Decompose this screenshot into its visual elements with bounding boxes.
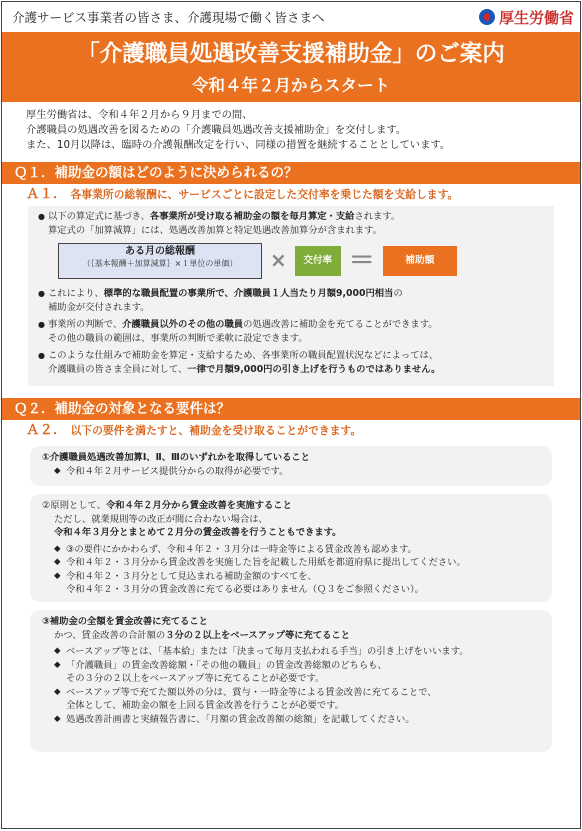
intro-line: 厚生労働省は、令和４年２月から９月までの間、 bbox=[26, 109, 253, 121]
requirement-text: かつ、賃金改善の合計額の bbox=[54, 629, 166, 641]
bullet-text: その他の職員の範囲は、事業所の判断で柔軟に設定できます。 bbox=[48, 332, 308, 344]
bullet-text: これにより、 bbox=[48, 288, 104, 299]
flyer-page bbox=[1, 1, 581, 829]
requirement-2-exception-emphasis: 令和４年３月分とまとめて２月分の賃金改善を行うこともできます。 bbox=[54, 527, 342, 538]
bullet-emphasis: 介護職員以外のその他の職員 bbox=[122, 319, 244, 330]
note-text: 令和４年２・３月分の賃金改善に充てる必要はありません（Ｑ３をご参照ください）。 bbox=[66, 584, 424, 595]
a1-label: Ａ１． bbox=[26, 186, 67, 202]
bullet-emphasis: 各事業所が受け取る補助金の額を毎月算定・支給 bbox=[149, 211, 355, 222]
bullet-text: 以下の算定式に基づき、 bbox=[48, 211, 150, 222]
bullet-calculation bbox=[38, 210, 544, 237]
note-text: 「介護職員」の賃金改善総額・「その他の職員」の賃金改善総額のどちらも、 bbox=[66, 659, 387, 671]
a1-text: 各事業所の総報酬に、サービスごとに設定した交付率を乗じた額を支給します。 bbox=[70, 188, 459, 201]
q2-heading: Ｑ２．補助金の対象となる要件は？ bbox=[2, 398, 580, 420]
note-text: 令和４年２・３月分として見込まれる補助金額のすべてを、 bbox=[66, 570, 317, 582]
requirement-1-title: ①介護職員処遇改善加算Ⅰ、Ⅱ、Ⅲのいずれかを取得していること bbox=[42, 452, 310, 463]
bullet-text: の bbox=[393, 288, 403, 299]
requirement-2-note bbox=[54, 570, 540, 597]
requirement-3-title: ③補助金の全額を賃金改善に充てること bbox=[42, 616, 208, 627]
intro-line: 介護職員の処遇改善を図るための「介護職員処遇改善支援補助金」を交付します。 bbox=[26, 124, 407, 136]
a2-answer bbox=[2, 420, 580, 440]
requirement-1-panel bbox=[30, 446, 552, 486]
ministry-logo-icon bbox=[479, 9, 495, 25]
bullet-text: 補助金が交付されます。 bbox=[48, 301, 150, 313]
formula-detail-text: （｛基本報酬＋加算減算｝× bbox=[82, 259, 182, 268]
formula-box-detail bbox=[59, 258, 261, 270]
bullet-text: の処遇改善に補助金を充てることができます。 bbox=[243, 319, 438, 330]
bullet-text: 算定式の「加算減算」には、処遇改善加算と特定処遇改善加算分が含まれます。 bbox=[48, 224, 382, 236]
requirement-emphasis: 令和４年２月分から賃金改善を実施すること bbox=[105, 500, 292, 511]
a2-label: Ａ２． bbox=[26, 422, 67, 438]
page-title: 「介護職員処遇改善支援補助金」のご案内 bbox=[77, 41, 505, 67]
requirement-3-note: ◆ ベースアップ等とは、「基本給」または「決まって毎月支払われる手当」の引き上げをいいます。 bbox=[54, 645, 540, 659]
formula-detail-text: ） bbox=[229, 259, 238, 268]
intro-text bbox=[2, 102, 580, 162]
requirement-text: ②原則として、 bbox=[42, 500, 106, 511]
equals-sign: ＝ bbox=[348, 246, 375, 276]
formula-rate: 交付率 bbox=[295, 246, 341, 276]
q1-heading: Ｑ１．補助金の額はどのように決められるの？ bbox=[2, 162, 580, 184]
requirement-3-note: ◆ 処遇改善計画書と実績報告書に、「月額の賃金改善額の総額」を記載してください。 bbox=[54, 713, 540, 727]
bullet-not-uniform bbox=[38, 349, 544, 376]
formula-unit-price: １単位の単価 bbox=[181, 259, 230, 268]
formula-result: 補助額 bbox=[383, 246, 457, 276]
note-text: ベースアップ等で充てた額以外の分は、賞与・一時金等による賃金改善に充てることで、 bbox=[66, 686, 437, 698]
requirement-emphasis: ３分の２以上をベースアップ等に充てること bbox=[165, 629, 351, 641]
a1-answer bbox=[2, 184, 580, 204]
multiply-sign: × bbox=[270, 248, 287, 273]
ministry-logo bbox=[479, 7, 574, 28]
note-text: その３分の２以上をベースアップ等に充てることが必要です。 bbox=[66, 673, 325, 684]
bullet-emphasis: 一律で月額9,000円の引き上げを行うものではありません。 bbox=[187, 363, 441, 375]
title-banner bbox=[2, 32, 580, 102]
note-text: 全体として、補助金の額を上回る賃金改善を行うことが必要です。 bbox=[66, 700, 344, 711]
bullet-text: 事業所の判断で、 bbox=[48, 319, 123, 330]
ministry-name: 厚生労働省 bbox=[498, 8, 574, 27]
requirement-3-note bbox=[54, 686, 540, 713]
requirement-3-panel bbox=[30, 610, 552, 752]
requirement-2-note: ◆ 令和４年２・３月分から賃金改善を実施した旨を記載した用紙を都道府県に提出してください。 bbox=[54, 556, 540, 570]
audience-text: 介護サービス事業者の皆さま、介護現場で働く皆さまへ bbox=[12, 10, 325, 25]
bullet-other-staff bbox=[38, 318, 544, 345]
intro-line: また、10月以降は、臨時の介護報酬改定を行い、同様の措置を継続することとしています。 bbox=[26, 139, 451, 151]
q1-detail-panel bbox=[28, 206, 554, 386]
requirement-2-panel bbox=[30, 494, 552, 602]
a2-text: 以下の要件を満たすと、補助金を受け取ることができます。 bbox=[70, 424, 362, 437]
requirement-1-note: ◆ 令和４年２月サービス提供分からの取得が必要です。 bbox=[54, 465, 540, 479]
requirement-3-note bbox=[54, 659, 540, 686]
bullet-text: このような仕組みで補助金を算定・支給するため、各事業所の職員配置状況などによっては、 bbox=[48, 350, 439, 361]
requirement-2-exception: ただし、就業規則等の改正が間に合わない場合は、 bbox=[54, 513, 268, 525]
top-bar bbox=[2, 2, 580, 32]
page-subtitle: 令和４年２月からスタート bbox=[192, 76, 390, 95]
requirement-2-title bbox=[42, 499, 540, 513]
bullet-text: されます。 bbox=[354, 211, 401, 222]
bullet-standard-amount bbox=[38, 287, 544, 314]
formula-box-title: ある月の総報酬 bbox=[125, 246, 195, 257]
formula-total-remuneration bbox=[58, 243, 262, 279]
requirement-2-note: ◆ ③の要件にかかわらず、令和４年２・３月分は一時金等による賃金改善も認めます。 bbox=[54, 543, 540, 557]
subsidy-formula bbox=[58, 241, 544, 281]
bullet-text: 介護職員の皆さま全員に対して、 bbox=[48, 363, 188, 375]
bullet-emphasis: 標準的な職員配置の事業所で、介護職員１人当たり月額9,000円相当 bbox=[103, 288, 394, 299]
requirement-3-condition bbox=[42, 629, 540, 643]
